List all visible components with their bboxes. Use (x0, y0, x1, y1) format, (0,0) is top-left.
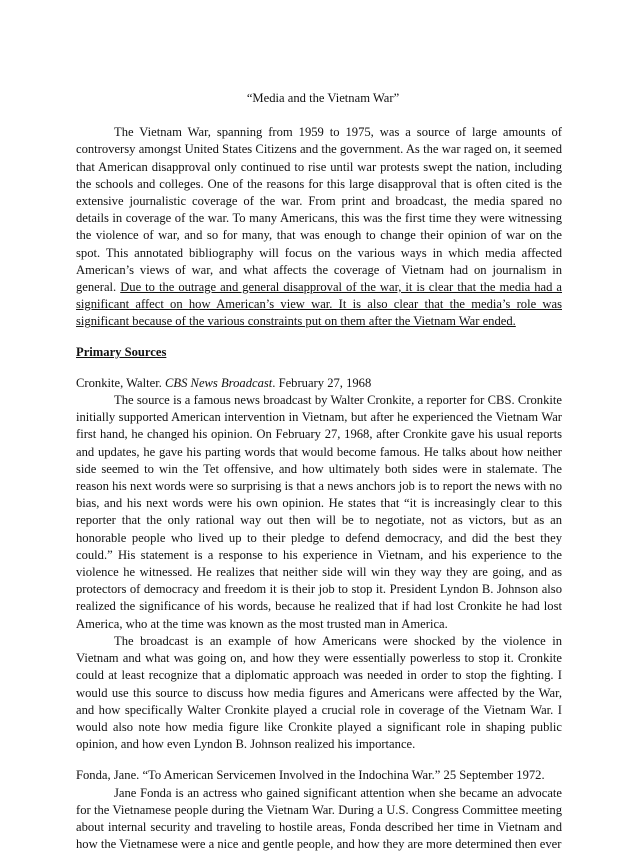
citation-details: “To American Servicemen Involved in the Indochina War.” 25 September 1972. (142, 768, 545, 783)
source-analysis-paragraph: The broadcast is an example of how Americans were shocked by the violence in Vietnam and what was going on, and how they were essentially powerless to stop it. Cronkite could at least recognize that a diplomatic approach was needed in order to stop the fighting. I would use this source to discuss how media figures and Americans were affected by the War, and how specifically Walter Cronkite played a crucial role in coverage of the Vietnam War. I would also note how media figure like Cronkite played a significant role in shaping public opinion, and how even Lyndon B. Johnson realized his importance. (76, 633, 562, 752)
citation-details: . February 27, 1968 (272, 375, 372, 390)
primary-sources-heading: Primary Sources (76, 344, 167, 359)
source-entry-cronkite (76, 375, 562, 753)
thesis-statement: Due to the outrage and general disapproval of the war, it is clear that the media had a significant affect on how American’s view war. It is also clear that the media’s role was significant because of the various constraints put on them after the Vietnam War ended. (76, 280, 562, 329)
document-title: “Media and the Vietnam War” (246, 91, 400, 105)
source-citation (76, 767, 562, 784)
intro-text: The Vietnam War, spanning from 1959 to 1975, was a source of large amounts of controversy amongst United States Citizens and the government. As the war raged on, it seemed that American disapproval only continued to rise until war protests swept the nation, including the schools and colleges. One of the reasons for this large disapproval that is often cited is the extensive journalistic coverage of the war. From print and broadcast, the media spared no details in coverage of the war. To many Americans, this was the first time they were witnessing the violence of war, and so for many, that was enough to change their opinion of war on the spot. This annotated bibliography will focus on the various ways in which media affected American’s views of war, and what affects the coverage of Vietnam had on journalism in general. (76, 125, 562, 295)
intro-paragraph (76, 124, 562, 330)
source-citation (76, 375, 562, 392)
spacer (76, 753, 562, 767)
source-entry-fonda (76, 767, 562, 853)
citation-author: Fonda, Jane. (76, 768, 143, 783)
source-summary-paragraph: The source is a famous news broadcast by Walter Cronkite, a reporter for CBS. Cronkite initially supported American intervention in Vietnam, but after he experienced the Vietnam War first hand, he changed his opinion. On February 27, 1968, after Cronkite gave his usual reports and updates, he gave his parting words that would become famous. He talks about how neither side seemed to win the Tet offensive, and how ultimately both sides were in stalemate. The reason his next words were so surprising is that a news anchors job is to report the news with no bias, and his next words were his own opinion. He states that “it is increasingly clear to this reporter that the only rational way out then will be to negotiate, not as victors, but as an honorable people who lived up to their pledge to defend democracy, and did the best they could.” His statement is a response to his experience in Vietnam, and his experience to the violence he witnessed. He realizes that neither side will win they way they are going, and as protectors of democracy and freedom it is their job to stop it. President Lyndon B. Johnson also realized the significance of his words, because he realized that if had lost Cronkite he had lost America, who at the time was known as the most trusted man in America. (76, 393, 562, 631)
source-summary-paragraph: Jane Fonda is an actress who gained significant attention when she became an advocate for the Vietnamese people during the Vietnam War. During a U.S. Congress Committee meeting about internal security and traveling to hostile areas, Fonda described her time in Vietnam and how the Vietnamese were a nice and gentle people, and how they are more determined then ever (76, 785, 562, 852)
document-body (76, 90, 562, 853)
citation-author: Cronkite, Walter. (76, 375, 165, 390)
citation-title: CBS News Broadcast (165, 375, 273, 390)
